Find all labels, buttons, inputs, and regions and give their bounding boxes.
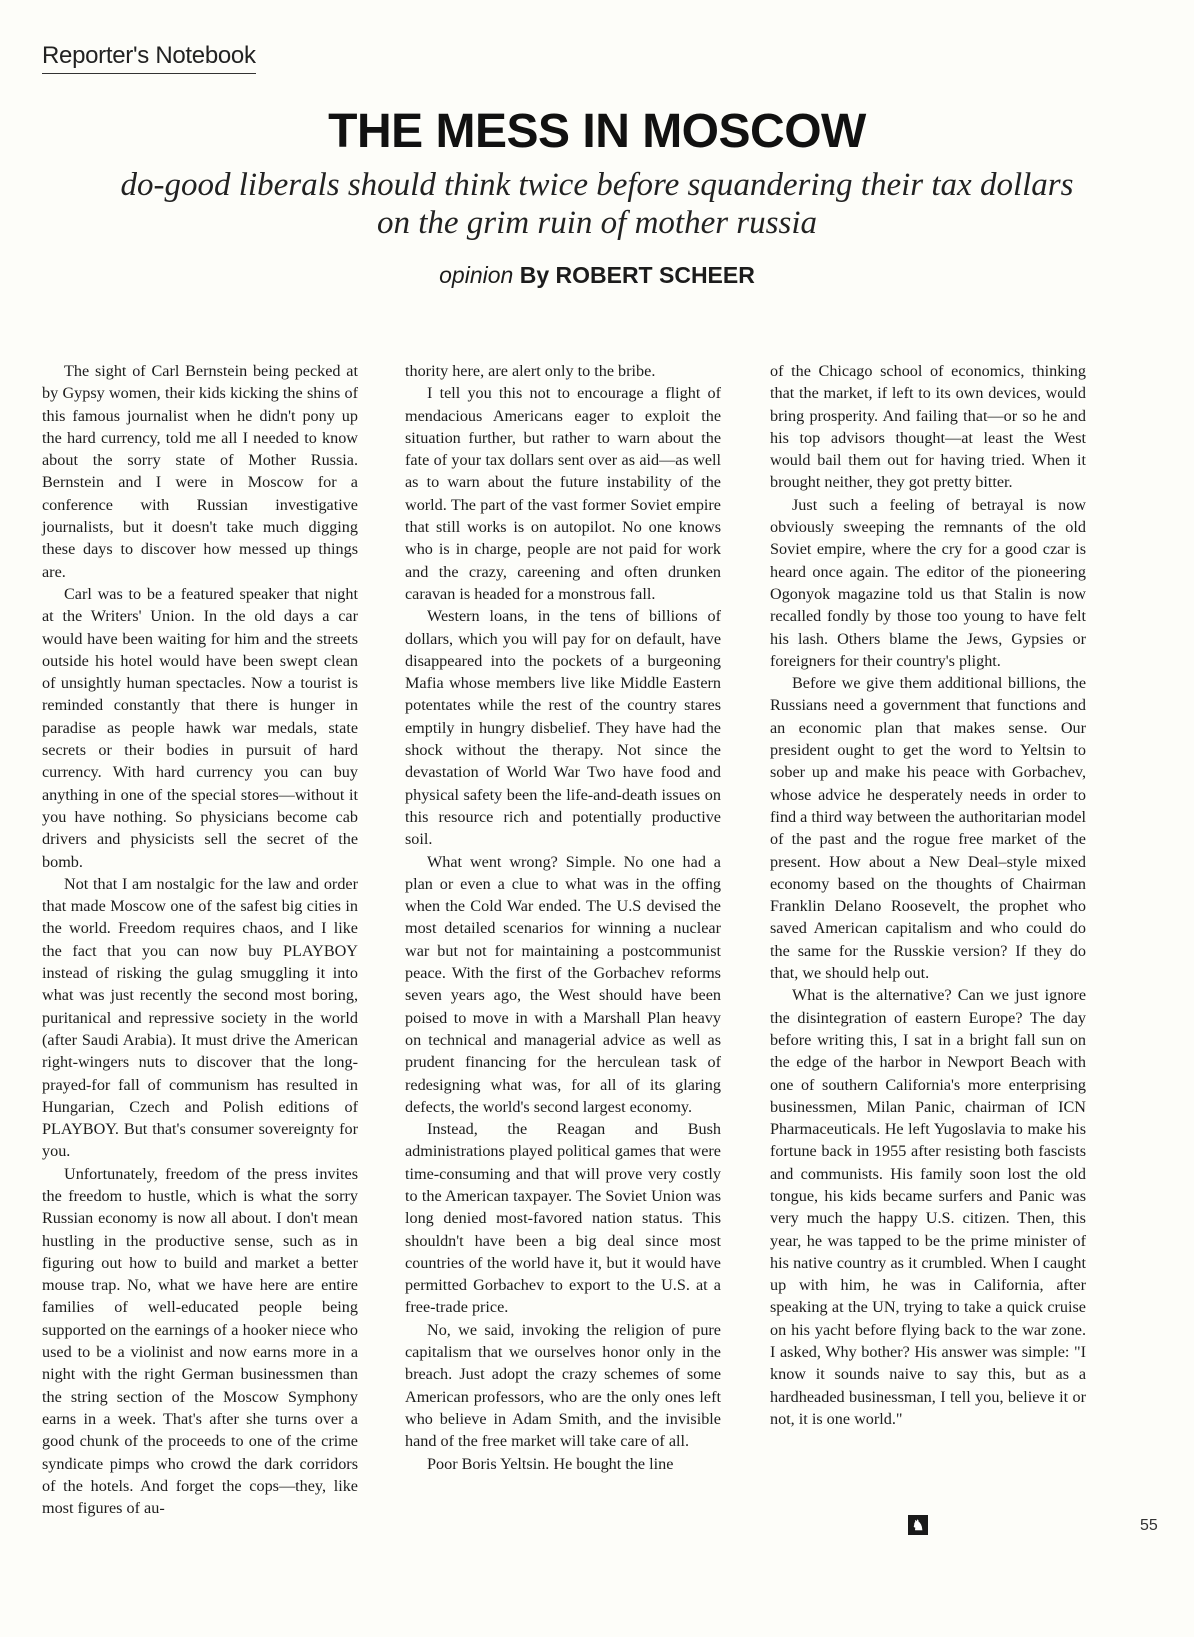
paragraph: Not that I am nostalgic for the law and order that made Moscow one of the safest big cities in the world. Freedom requires chaos, and I like the fact that you can now buy PLAYBOY instead of risking the gulag smuggling it into what was just recently the second most boring, puritanical and repressive society in the world (after Saudi Arabia). It must drive the American right-wingers nuts to discover that the long-prayed-for fall of communism has resulted in Hungarian, Czech and Polish editions of PLAYBOY. But that's consumer sovereignty for you. — [42, 874, 358, 1161]
paragraph: thority here, are alert only to the bribe. — [405, 362, 656, 380]
paragraph: Instead, the Reagan and Bush administrations played political games that were time-consuming and that will prove very costly to the American taxpayer. The Soviet Union was long denied most-favored nation status. This shouldn't have been a big deal since most countries of the world have it, but it would have permitted Gorbachev to export to the U.S. at a free-trade price. — [405, 1120, 721, 1317]
paragraph: Western loans, in the tens of billions of dollars, which you will pay for on default, have disappeared into the pockets of a burgeoning Mafia whose members live like Middle Eastern potentates while the rest of the country stares emptily in hungry disbelief. They have had the shock without the therapy. Not since the devastation of World War Two have food and physical safety been the life-and-death issues on this resource rich and potentially productive soil. — [405, 607, 721, 849]
paragraph: Unfortunately, freedom of the press invites the freedom to hustle, which is what the sorry Russian economy is now all about. I don't mean hustling in the productive sense, such as in figuring out how to build and market a better mouse trap. No, what we have here are entire families of well-educated people being supported on the earnings of a hooker niece who used to be a violinist and now earns more in a night with the right German businessmen than the string section of the Moscow Symphony earns in a week. That's after she turns over a good chunk of the proceeds to one of the crime syndicate pimps who crowd the dark corridors of the hotels. And forget the cops—they, like most figures of au- — [42, 1164, 358, 1518]
paragraph: No, we said, invoking the religion of pure capitalism that we ourselves honor only in the breach. Just adopt the crazy schemes of some American professors, who are the only ones left who believe in Adam Smith, and the invisible hand of the free market will take care of all. — [405, 1320, 721, 1451]
article-column-3 — [770, 360, 1086, 1430]
headline: THE MESS IN MOSCOW — [328, 105, 866, 158]
paragraph: Just such a feeling of betrayal is now obviously sweeping the remnants of the old Soviet empire, where the cry for a good czar is heard once again. The editor of the pioneering Ogonyok magazine told us that Stalin is now recalled fondly by those too young to have felt his lash. Others blame the Jews, Gypsies or foreigners for their country's plight. — [770, 495, 1086, 670]
page-number: 55 — [1140, 1517, 1158, 1534]
rabbit-head-icon: ♞ — [908, 1515, 928, 1535]
section-label: Reporter's Notebook — [42, 42, 256, 74]
paragraph: What went wrong? Simple. No one had a plan or even a clue to what was in the offing when the Cold War ended. The U.S devised the most detailed scenarios for winning a nuclear war but not for maintaining a postcommunist peace. With the first of the Gorbachev reforms seven years ago, the West should have been poised to move in with a Marshall Plan heavy on technical and managerial advice as well as prudent financing for the herculean task of redesigning what was, for all of its glaring defects, the world's second largest economy. — [405, 852, 721, 1116]
paragraph: The sight of Carl Bernstein being pecked at by Gypsy women, their kids kicking the shins of this famous journalist when he didn't pony up the hard currency, told me all I needed to know about the sorry state of Mother Russia. Bernstein and I were in Moscow for a conference with Russian investigative journalists, but it doesn't take much digging these days to discover how messed up things are. — [42, 362, 358, 581]
paragraph: I tell you this not to encourage a flight of mendacious Americans eager to exploit the situation further, but rather to warn about the fate of your tax dollars sent over as aid—as well as to warn about the future instability of the world. The part of the vast former Soviet empire that still works is on autopilot. No one knows who is in charge, people are not paid for work and the crazy, careening and often drunken caravan is headed for a monstrous fall. — [405, 384, 721, 603]
article-column-1 — [42, 360, 358, 1519]
paragraph: of the Chicago school of economics, thinking that the market, if left to its own devices, would bring prosperity. And failing that—or so he and his top advisors thought—at least the West would bail them out for having tried. When it brought neither, they got pretty bitter. — [770, 362, 1086, 492]
deck: do-good liberals should think twice before squandering their tax dollars on the grim ruin of mother russia — [120, 167, 1074, 241]
byline-author: By ROBERT SCHEER — [519, 262, 755, 288]
byline — [0, 262, 1194, 289]
paragraph: Poor Boris Yeltsin. He bought the line — [427, 1454, 674, 1473]
paragraph: Before we give them additional billions, the Russians need a government that functions and an economic plan that makes sense. Our president ought to get the word to Yeltsin to sober up and make his peace with Gorbachev, whose advice he desperately needs in order to find a third way between the authoritarian model of the past and the rogue free market of the present. How about a New Deal–style mixed economy based on the thoughts of Chairman Franklin Delano Roosevelt, the prophet who saved American capitalism and who could do the same for the Russkie version? If they do that, we should help out. — [770, 674, 1086, 983]
paragraph: What is the alternative? Can we just ignore the disintegration of eastern Europe? The day before writing this, I sat in a bright fall sun on the edge of the harbor in Newport Beach with one of southern California's more enterprising businessmen, Milan Panic, chairman of ICN Pharmaceuticals. He left Yugoslavia to make his fortune back in 1955 after resisting both fascists and communists. His family soon lost the old tongue, his kids became surfers and Panic was very much the happy U.S. citizen. Then, this year, he was tapped to be the prime minister of his native country as it crumbled. When I caught up with him, he was in California, after speaking at the UN, trying to take a quick cruise on his yacht before flying back to the war zone. I asked, Why bother? His answer was simple: "I know it sounds naive to say this, but as a hardheaded businessman, I tell you, believe it or not, it is one world." — [770, 986, 1086, 1428]
paragraph: Carl was to be a featured speaker that night at the Writers' Union. In the old days a car would have been waiting for him and the streets outside his hotel would have been swept clean of unsightly human spectacles. Now a tourist is reminded constantly that there is hunger in paradise as people hawk war medals, state secrets or their bodies in pursuit of hard currency. With hard currency you can buy anything in one of the special stores—without it you have nothing. So physicians become cab drivers and physicists sell the secret of the bomb. — [42, 584, 358, 871]
byline-kind: opinion — [439, 262, 514, 288]
article-column-2 — [405, 360, 721, 1475]
